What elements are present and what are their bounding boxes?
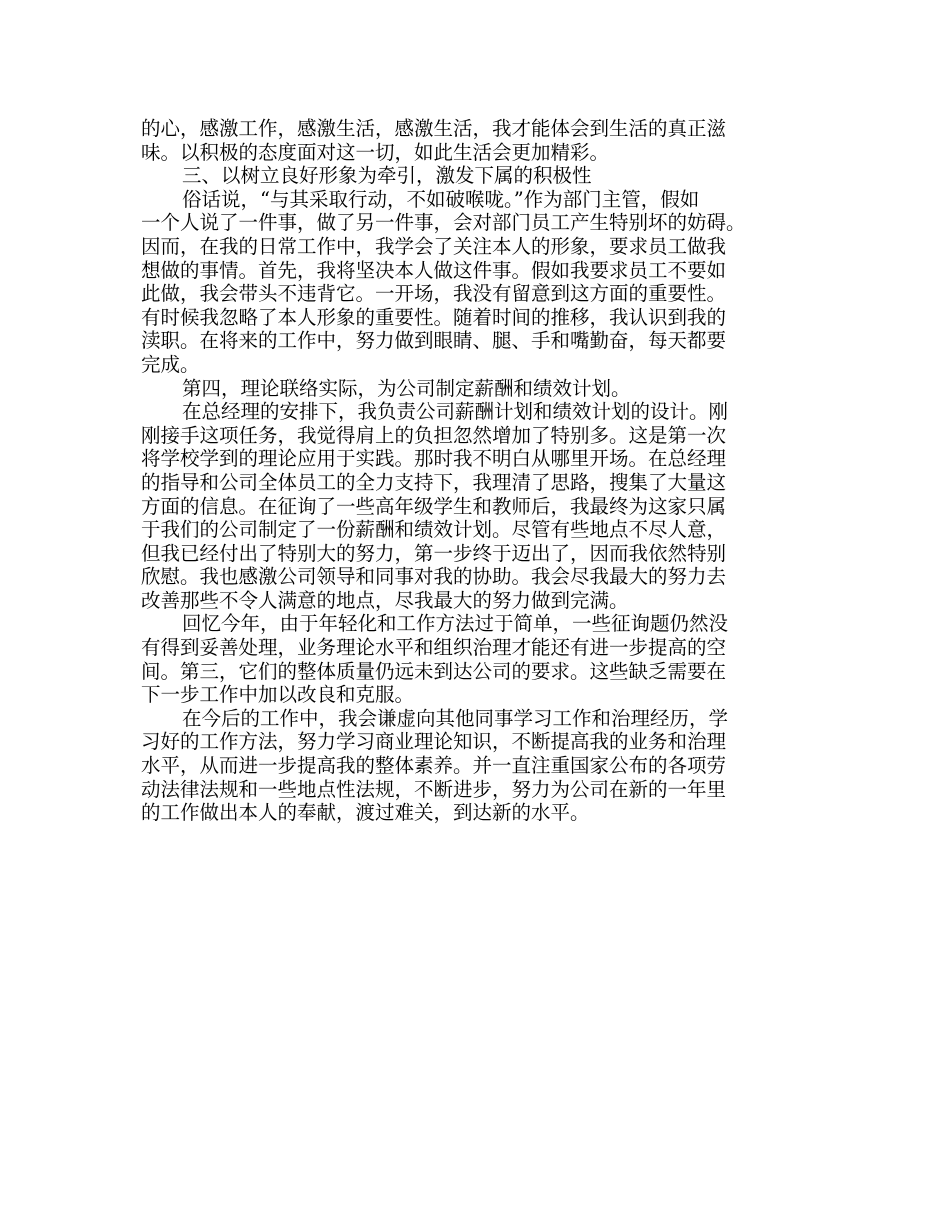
document-body [141,117,813,825]
text-line: 三、以树立良好形象为牵引，激发下属的积极性 [182,164,592,188]
text-line: 于我们的公司制定了一份薪酬和绩效计划。尽管有些地点不尽人意， [141,518,727,542]
text-line: 的心，感激工作，感激生活，感激生活，我才能体会到生活的真正滋 [141,117,727,140]
text-line: 在总经理的安排下，我负责公司薪酬计划和绩效计划的设计。刚 [182,400,729,424]
text-line: 改善那些不令人满意的地点，尽我最大的努力做到完满。 [141,588,629,612]
text-line: 的指导和公司全体员工的全力支持下，我理清了思路，搜集了大量这 [141,470,727,494]
text-line: 第四，理论联络实际，为公司制定薪酬和绩效计划。 [182,376,631,400]
text-line: 在今后的工作中，我会谦虚向其他同事学习工作和治理经历，学 [182,706,729,730]
text-line: 一个人说了一件事，做了另一件事，会对部门员工产生特别坏的妨碍。 [141,211,746,235]
text-line: 渎职。在将来的工作中，努力做到眼睛、腿、手和嘴勤奋，每天都要 [141,329,727,353]
text-line: 有得到妥善处理，业务理论水平和组织治理才能还有进一步提高的空 [141,636,727,660]
text-line: 习好的工作方法，努力学习商业理论知识，不断提高我的业务和治理 [141,730,727,754]
text-line: 完成。 [141,352,200,376]
text-line: 想做的事情。首先，我将坚决本人做这件事。假如我要求员工不要如 [141,258,727,282]
text-line: 欣慰。我也感激公司领导和同事对我的协助。我会尽我最大的努力去 [141,565,727,589]
text-line: 间。第三，它们的整体质量仍远未到达公司的要求。这些缺乏需要在 [141,659,727,683]
text-line: 将学校学到的理论应用于实践。那时我不明白从哪里开场。在总经理 [141,447,727,471]
text-line: 此做，我会带头不违背它。一开场，我没有留意到这方面的重要性。 [141,282,727,306]
text-line: 有时候我忽略了本人形象的重要性。随着时间的推移，我认识到我的 [141,305,727,329]
text-line: 回忆今年，由于年轻化和工作方法过于简单，一些征询题仍然没 [182,612,729,636]
text-line: 俗话说，“与其采取行动，不如破喉咙。”作为部门主管，假如 [182,187,700,211]
text-line: 味。以积极的态度面对这一切，如此生活会更加精彩。 [141,140,610,164]
text-line: 的工作做出本人的奉献，渡过难关，到达新的水平。 [141,801,590,825]
text-line: 因而，在我的日常工作中，我学会了关注本人的形象，要求员工做我 [141,234,727,258]
text-line: 方面的信息。在征询了一些高年级学生和教师后，我最终为这家只属 [141,494,727,518]
text-line: 下一步工作中加以改良和克服。 [141,683,415,707]
text-line: 但我已经付出了特别大的努力，第一步终于迈出了，因而我依然特别 [141,541,727,565]
text-line: 动法律法规和一些地点性法规，不断进步，努力为公司在新的一年里 [141,777,727,801]
text-line: 刚接手这项任务，我觉得肩上的负担忽然增加了特别多。这是第一次 [141,423,727,447]
text-line: 水平，从而进一步提高我的整体素养。并一直注重国家公布的各项劳 [141,754,727,778]
